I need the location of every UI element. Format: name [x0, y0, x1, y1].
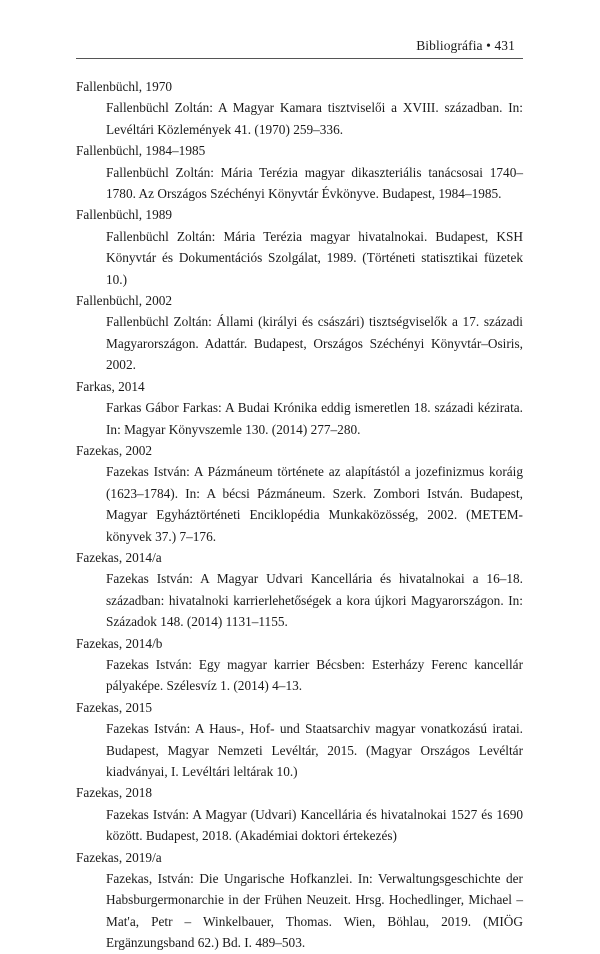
- bibliography-entry: [76, 140, 523, 204]
- entry-text: Fazekas István: A Magyar (Udvari) Kancellária és hivatalnokai 1527 és 1690 között. Budapest, 2018. (Akadémiai doktori értekezés): [106, 806, 523, 844]
- entry-key: Fazekas, 2002: [76, 442, 153, 458]
- entry-text: Fallenbüchl Zoltán: Állami (királyi és császári) tisztségviselők a 17. századi Magyarországon. Adattár. Budapest, Országos Széchényi Könyvtár–Osiris, 2002.: [106, 314, 523, 373]
- bibliography-entry: [76, 547, 523, 633]
- entry-text: Fallenbüchl Zoltán: A Magyar Kamara tisztviselői a XVIII. században. In: Levéltári Közlemények 41. (1970) 259–336.: [106, 100, 523, 137]
- bibliography-entry: [76, 376, 523, 440]
- entry-key: Fallenbüchl, 2002: [76, 293, 173, 309]
- bibliography-entry: [76, 440, 523, 547]
- section-title: Bibliográfia: [416, 38, 483, 53]
- entry-key: Fazekas, 2018: [76, 785, 153, 801]
- entry-text: Fazekas István: A Pázmáneum története az alapítástól a jozefinizmus koráig (1623–1784). In: A bécsi Pázmáneum. Szerk. Zombori István. Budapest, Magyar Egyháztörténeti Enciklopédia Munkaközösség, 2002. (METEM-könyvek 37.) 7–176.: [106, 464, 523, 544]
- entry-key: Fazekas, 2019/a: [76, 849, 162, 865]
- entry-key: Fazekas, 2014/a: [76, 549, 162, 565]
- entry-key: Farkas, 2014: [76, 378, 145, 394]
- bibliography-entry: [76, 697, 523, 783]
- bibliography-list: [76, 76, 523, 954]
- page-number: 431: [494, 38, 515, 53]
- entry-text: Fazekas István: A Haus-, Hof- und Staatsarchiv magyar vonatkozású iratai. Budapest, Magyar Nemzeti Levéltár, 2015. (Magyar Országos Levéltár kiadványai, I. Levéltári leltárak 10.): [106, 721, 523, 779]
- bibliography-entry: [76, 847, 523, 954]
- entry-key: Fallenbüchl, 1984–1985: [76, 143, 206, 159]
- running-header: [416, 38, 515, 54]
- bibliography-entry: [76, 204, 523, 290]
- entry-key: Fazekas, 2014/b: [76, 635, 163, 651]
- entry-text: Fallenbüchl Zoltán: Mária Terézia magyar hivatalnokai. Budapest, KSH Könyvtár és Dokumentációs Szolgálat, 1989. (Történeti statisztikai füzetek 10.): [106, 228, 523, 287]
- entry-text: Fazekas István: Egy magyar karrier Bécsben: Esterházy Ferenc kancellár pályaképe. Szélesvíz 1. (2014) 4–13.: [106, 656, 523, 694]
- bibliography-entry: [76, 76, 523, 140]
- bibliography-entry: [76, 633, 523, 697]
- entry-key: Fallenbüchl, 1970: [76, 79, 173, 94]
- bibliography-entry: [76, 290, 523, 376]
- header-separator: •: [486, 38, 491, 53]
- entry-text: Farkas Gábor Farkas: A Budai Krónika eddig ismeretlen 18. századi kézirata. In: Magyar Könyvszemle 130. (2014) 277–280.: [106, 400, 523, 437]
- bibliography-entry: [76, 782, 523, 846]
- entry-text: Fazekas, István: Die Ungarische Hofkanzlei. In: Verwaltungsgeschichte der Habsburgermonarchie in der Frühen Neuzeit. Hrsg. Hochedlinger, Michael – Mat'a, Petr – Winkelbauer, Thomas. Wien, Böhlau, 2019. (MIÖG Ergänzungsband 62.) Bd. I. 489–503.: [106, 871, 523, 951]
- header-divider: [76, 58, 523, 59]
- entry-key: Fazekas, 2015: [76, 699, 153, 715]
- entry-text: Fazekas István: A Magyar Udvari Kancellária és hivatalnokai a 16–18. században: hivatalnoki karrierlehetőségek a kora újkori Magyarországon. In: Századok 148. (2014) 1131–1155.: [106, 571, 523, 630]
- entry-key: Fallenbüchl, 1989: [76, 207, 173, 223]
- entry-text: Fallenbüchl Zoltán: Mária Terézia magyar dikaszteriális tanácsosai 1740–1780. Az Országos Széchényi Könyvtár Évkönyve. Budapest, 1984–1985.: [106, 164, 523, 202]
